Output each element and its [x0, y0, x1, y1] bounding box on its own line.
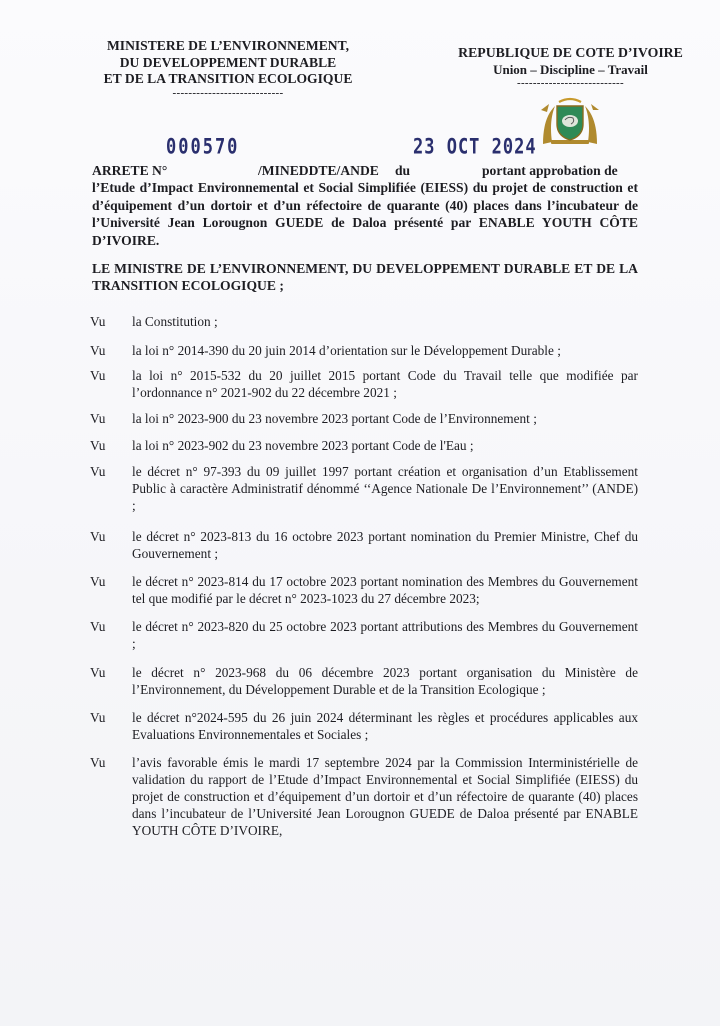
republic-name: REPUBLIQUE DE COTE D’IVOIRE: [458, 45, 683, 60]
ministry-line-2: DU DEVELOPPEMENT DURABLE: [119, 54, 337, 70]
vu-text: la Constitution ;: [132, 314, 218, 329]
ministry-header: [78, 38, 378, 99]
coat-of-arms-icon: [535, 96, 605, 146]
vu-label: Vu: [90, 619, 106, 634]
arrete-body: l’Etude d’Impact Environnemental et Social Simplifiée (EIESS) du projet de construction et d’équipement d’un dortoir et d’un réfectoire de quarante (40) places dans l’incubateur de l’Université Jean Lorougnon GUEDE de Daloa présenté par ENABLE YOUTH CÔTE D’IVOIRE.: [92, 180, 638, 248]
vu-label: Vu: [90, 314, 106, 329]
vu-label: Vu: [90, 574, 106, 589]
vu-label: Vu: [90, 368, 106, 383]
registration-number-stamp: 000570: [166, 134, 240, 160]
ministry-line-3: ET DE LA TRANSITION ECOLOGIQUE: [103, 71, 353, 86]
vu-label: Vu: [90, 464, 106, 479]
arrete-du: du: [395, 163, 411, 178]
ministry-divider: ----------------------------: [172, 86, 284, 99]
vu-text: la loi n° 2023-900 du 23 novembre 2023 portant Code de l’Environnement ;: [132, 411, 537, 426]
arrete-title: [92, 162, 638, 249]
vu-label: Vu: [90, 343, 106, 358]
vu-text: la loi n° 2014-390 du 20 juin 2014 d’orientation sur le Développement Durable ;: [132, 343, 561, 358]
vu-label: Vu: [90, 529, 106, 544]
vu-label: Vu: [90, 411, 106, 426]
date-stamp: 23 OCT 2024: [413, 134, 537, 160]
vu-text: le décret n° 2023-968 du 06 décembre 2023 portant organisation du Ministère de l’Environnement, du Développement Durable et de la Transition Ecologique ;: [132, 665, 638, 697]
vu-text: le décret n° 2023-820 du 25 octobre 2023 portant attributions des Membres du Gouvernement ;: [132, 619, 638, 651]
vu-label: Vu: [90, 755, 106, 770]
vu-text: le décret n°2024-595 du 26 juin 2024 déterminant les règles et procédures applicables aux Evaluations Environnementales et Sociales ;: [132, 710, 638, 742]
arrete-portant: portant approbation de: [482, 163, 618, 178]
vu-text: le décret n° 2023-813 du 16 octobre 2023 portant nomination du Premier Ministre, Chef du Gouvernement ;: [132, 529, 638, 561]
minister-title: LE MINISTRE DE L’ENVIRONNEMENT, DU DEVELOPPEMENT DURABLE ET DE LA TRANSITION ECOLOGIQUE ;: [92, 261, 638, 294]
vu-label: Vu: [90, 438, 106, 453]
vu-text: la loi n° 2023-902 du 23 novembre 2023 portant Code de l'Eau ;: [132, 438, 474, 453]
vu-text: le décret n° 2023-814 du 17 octobre 2023 portant nomination des Membres du Gouvernement tel que modifié par le décret n° 2023-1023 du 27 décembre 2023;: [132, 574, 638, 606]
republic-header: [438, 44, 703, 89]
vu-label: Vu: [90, 710, 106, 725]
vu-label: Vu: [90, 665, 106, 680]
vu-text: la loi n° 2015-532 du 20 juillet 2015 portant Code du Travail telle que modifiée par l’ordonnance n° 2021-902 du 22 décembre 2021 ;: [132, 368, 638, 400]
arrete-reference: /MINEDDTE/ANDE: [258, 163, 379, 178]
ministry-line-1: MINISTERE DE L’ENVIRONNEMENT,: [106, 38, 350, 53]
vu-text: le décret n° 97-393 du 09 juillet 1997 portant création et organisation d’un Etablissement Public à caractère Administratif dénommé ‘‘Agence Nationale De l’Environnement’’ (ANDE) ;: [132, 464, 638, 513]
republic-divider: ---------------------------: [516, 77, 624, 89]
republic-motto: Union – Discipline – Travail: [493, 62, 648, 77]
arrete-label: ARRETE N°: [92, 163, 168, 178]
vu-text: l’avis favorable émis le mardi 17 septembre 2024 par la Commission Interministérielle de validation du rapport de l’Etude d’Impact Environnemental et Social Simplifiée (EIESS) du projet de construction et d’équipement d’un dortoir et d’un réfectoire de quarante (40) places dans l’incubateur de l’Université Jean Lorougnon GUEDE de Daloa présenté par ENABLE YOUTH CÔTE D’IVOIRE,: [132, 755, 638, 838]
